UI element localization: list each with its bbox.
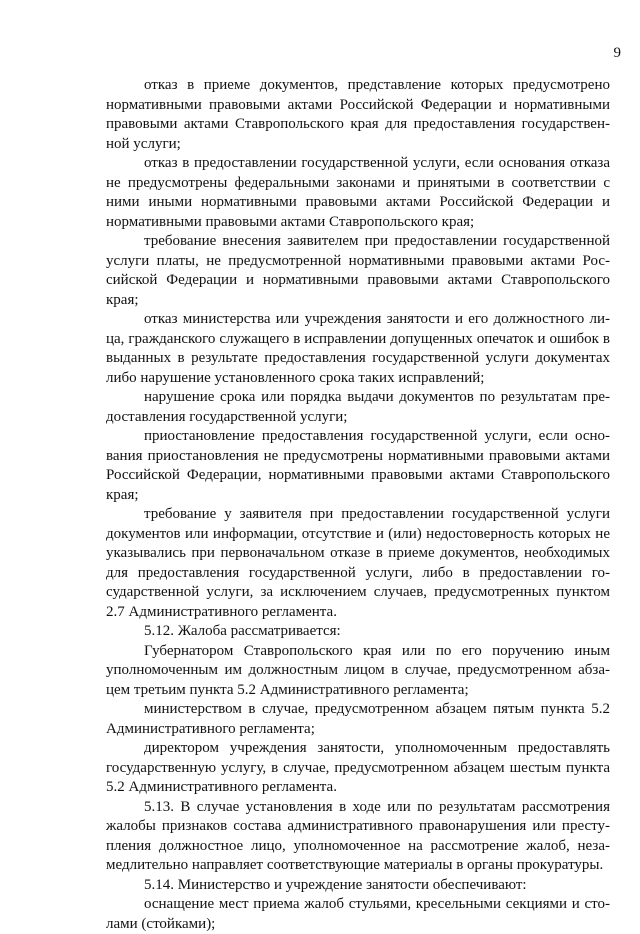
paragraph: отказ министерства или учреждения занятости и его должностного лица, гражданского служащего в исправлении допущенных опечаток и ошибок в выданных в результате предоставления государственной услуги документах либо нарушение установленного срока таких исправлений; (106, 311, 610, 386)
section-heading-5-12: 5.12. Жалоба рассматривается: (144, 623, 341, 639)
paragraph: министерством в случае, предусмотренном абзацем пятым пункта 5.2 Административного регламента; (106, 701, 610, 737)
paragraph: требование у заявителя при предоставлении государственной услуги документов или информации, отсутствие и (или) недостоверность которых не указывались при первоначальном отказе в приеме документов, необходимых для предоставления государственной услуги, либо в предоставлении государственной услуги, за исключением случаев, предусмотренных пунктом 2.7 Административного регламента. (106, 506, 610, 620)
paragraph: требование внесения заявителем при предоставлении государственной услуги платы, не предусмотренной нормативными правовыми актами Российской Федерации и нормативными правовыми актами Ставропольского края; (106, 233, 610, 308)
paragraph: Губернатором Ставропольского края или по его поручению иным уполномоченным им должностным лицом в случае, предусмотренном абзацем третьим пункта 5.2 Административного регламента; (106, 642, 610, 698)
paragraph: директором учреждения занятости, уполномоченным предоставлять государственную услугу, в случае, предусмотренном абзацем шестым пункта 5.2 Административного регламента. (106, 740, 610, 795)
paragraph: нарушение срока или порядка выдачи документов по результатам предоставления государственной услуги; (106, 389, 610, 425)
paragraph: оснащение мест приема жалоб стульями, кресельными секциями и столами (стойками); (106, 896, 610, 932)
page-number: 9 (613, 45, 621, 61)
paragraph: приостановление предоставления государственной услуги, если основания приостановления не предусмотрены нормативными правовыми актами Российской Федерации, нормативными правовыми актами Ставропольского края; (106, 428, 610, 503)
paragraph: отказ в приеме документов, представление которых предусмотрено нормативными правовыми актами Российской Федерации и нормативными правовыми актами Ставропольского края для предоставления государственной услуги; (106, 77, 610, 152)
paragraph: отказ в предоставлении государственной услуги, если основания отказа не предусмотрены федеральными законами и принятыми в соответствии с ними иными нормативными правовыми актами Российской Федерации и нормативными правовыми актами Ставропольского края; (106, 155, 610, 230)
body-text (106, 76, 610, 934)
section-paragraph-5-13: 5.13. В случае установления в ходе или по результатам рассмотрения жалобы признаков состава административного правонарушения или преступления должностное лицо, уполномоченное на рассмотрение жалоб, незамедлительно направляет соответствующие материалы в органы прокуратуры. (106, 798, 610, 873)
section-heading-5-14: 5.14. Министерство и учреждение занятости обеспечивают: (144, 876, 527, 893)
